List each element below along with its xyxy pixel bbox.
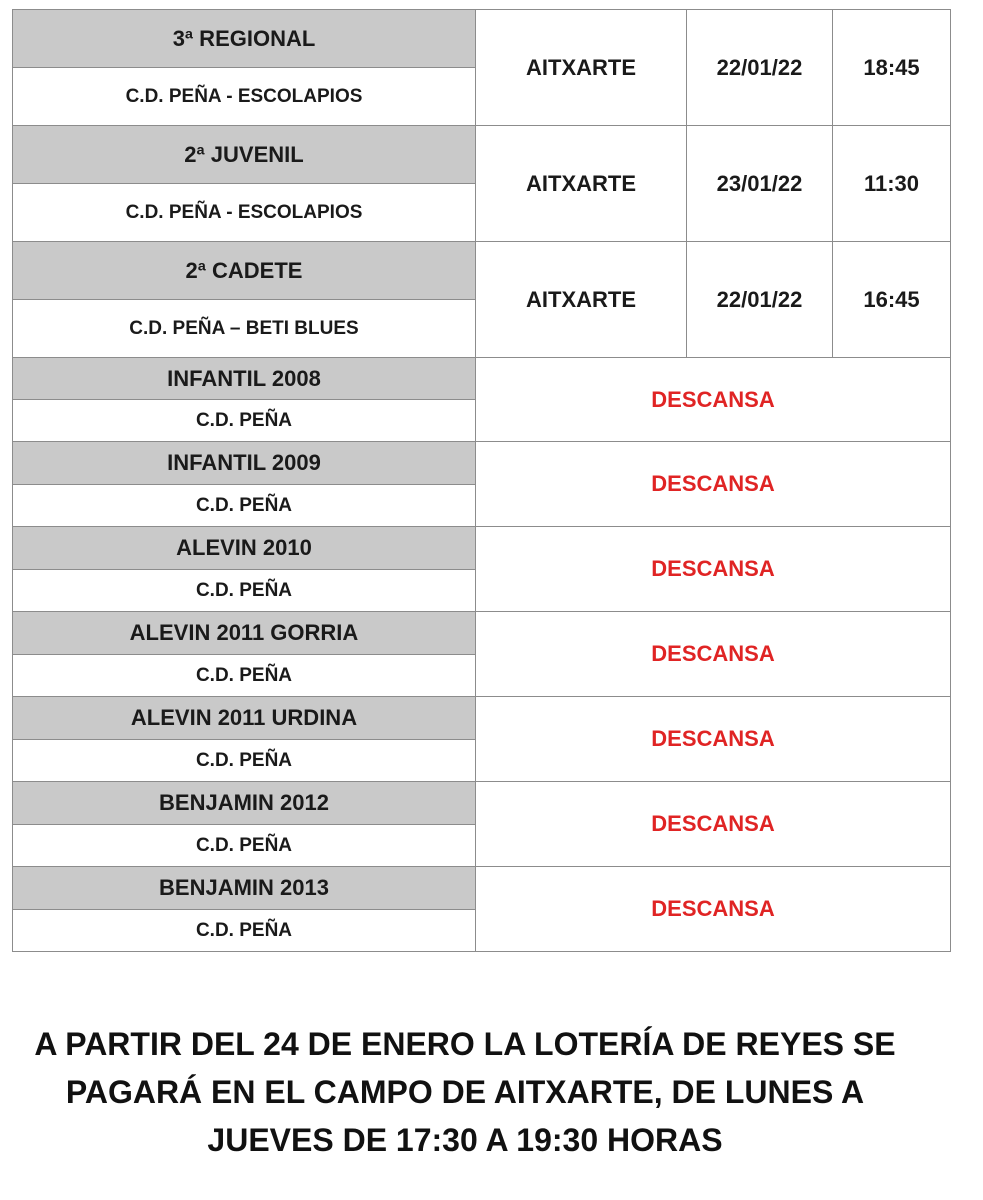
teams-cell: C.D. PEÑA - ESCOLAPIOS bbox=[13, 184, 476, 242]
rest-category-row bbox=[13, 612, 951, 655]
date-cell: 23/01/22 bbox=[687, 126, 833, 242]
rest-category-row bbox=[13, 867, 951, 910]
match-category-row bbox=[13, 126, 951, 184]
category-cell: 2ª CADETE bbox=[13, 242, 476, 300]
rest-status-cell: DESCANSA bbox=[476, 697, 951, 782]
rest-status-cell: DESCANSA bbox=[476, 612, 951, 697]
teams-cell: C.D. PEÑA - ESCOLAPIOS bbox=[13, 68, 476, 126]
notice-line-2: PAGARÁ EN EL CAMPO DE AITXARTE, DE LUNES A bbox=[65, 1074, 865, 1110]
match-category-row bbox=[13, 10, 951, 68]
team-cell: C.D. PEÑA bbox=[13, 485, 476, 527]
rest-category-row bbox=[13, 527, 951, 570]
notice-line-1: A PARTIR DEL 24 DE ENERO LA LOTERÍA DE REYES SE bbox=[34, 1026, 896, 1062]
venue-cell: AITXARTE bbox=[476, 126, 687, 242]
rest-status-cell: DESCANSA bbox=[476, 442, 951, 527]
category-cell: ALEVIN 2011 URDINA bbox=[13, 697, 476, 740]
category-cell: 3ª REGIONAL bbox=[13, 10, 476, 68]
time-cell: 16:45 bbox=[833, 242, 951, 358]
date-cell: 22/01/22 bbox=[687, 10, 833, 126]
category-cell: 2ª JUVENIL bbox=[13, 126, 476, 184]
category-cell: INFANTIL 2008 bbox=[13, 358, 476, 400]
venue-cell: AITXARTE bbox=[476, 242, 687, 358]
category-cell: ALEVIN 2010 bbox=[13, 527, 476, 570]
rest-category-row bbox=[13, 358, 951, 400]
team-cell: C.D. PEÑA bbox=[13, 570, 476, 612]
match-category-row bbox=[13, 242, 951, 300]
rest-category-row bbox=[13, 782, 951, 825]
rest-category-row bbox=[13, 697, 951, 740]
team-cell: C.D. PEÑA bbox=[13, 400, 476, 442]
time-cell: 11:30 bbox=[833, 126, 951, 242]
team-cell: C.D. PEÑA bbox=[13, 655, 476, 697]
rest-status-cell: DESCANSA bbox=[476, 782, 951, 867]
team-cell: C.D. PEÑA bbox=[13, 910, 476, 952]
lottery-notice bbox=[0, 1020, 930, 1164]
category-cell: BENJAMIN 2013 bbox=[13, 867, 476, 910]
category-cell: ALEVIN 2011 GORRIA bbox=[13, 612, 476, 655]
rest-status-cell: DESCANSA bbox=[476, 527, 951, 612]
time-cell: 18:45 bbox=[833, 10, 951, 126]
notice-line-3: JUEVES DE 17:30 A 19:30 HORAS bbox=[207, 1122, 723, 1158]
venue-cell: AITXARTE bbox=[476, 10, 687, 126]
team-cell: C.D. PEÑA bbox=[13, 825, 476, 867]
team-cell: C.D. PEÑA bbox=[13, 740, 476, 782]
category-cell: INFANTIL 2009 bbox=[13, 442, 476, 485]
rest-status-cell: DESCANSA bbox=[476, 867, 951, 952]
schedule-table bbox=[12, 9, 951, 952]
category-cell: BENJAMIN 2012 bbox=[13, 782, 476, 825]
rest-category-row bbox=[13, 442, 951, 485]
date-cell: 22/01/22 bbox=[687, 242, 833, 358]
teams-cell: C.D. PEÑA – BETI BLUES bbox=[13, 300, 476, 358]
rest-status-cell: DESCANSA bbox=[476, 358, 951, 442]
